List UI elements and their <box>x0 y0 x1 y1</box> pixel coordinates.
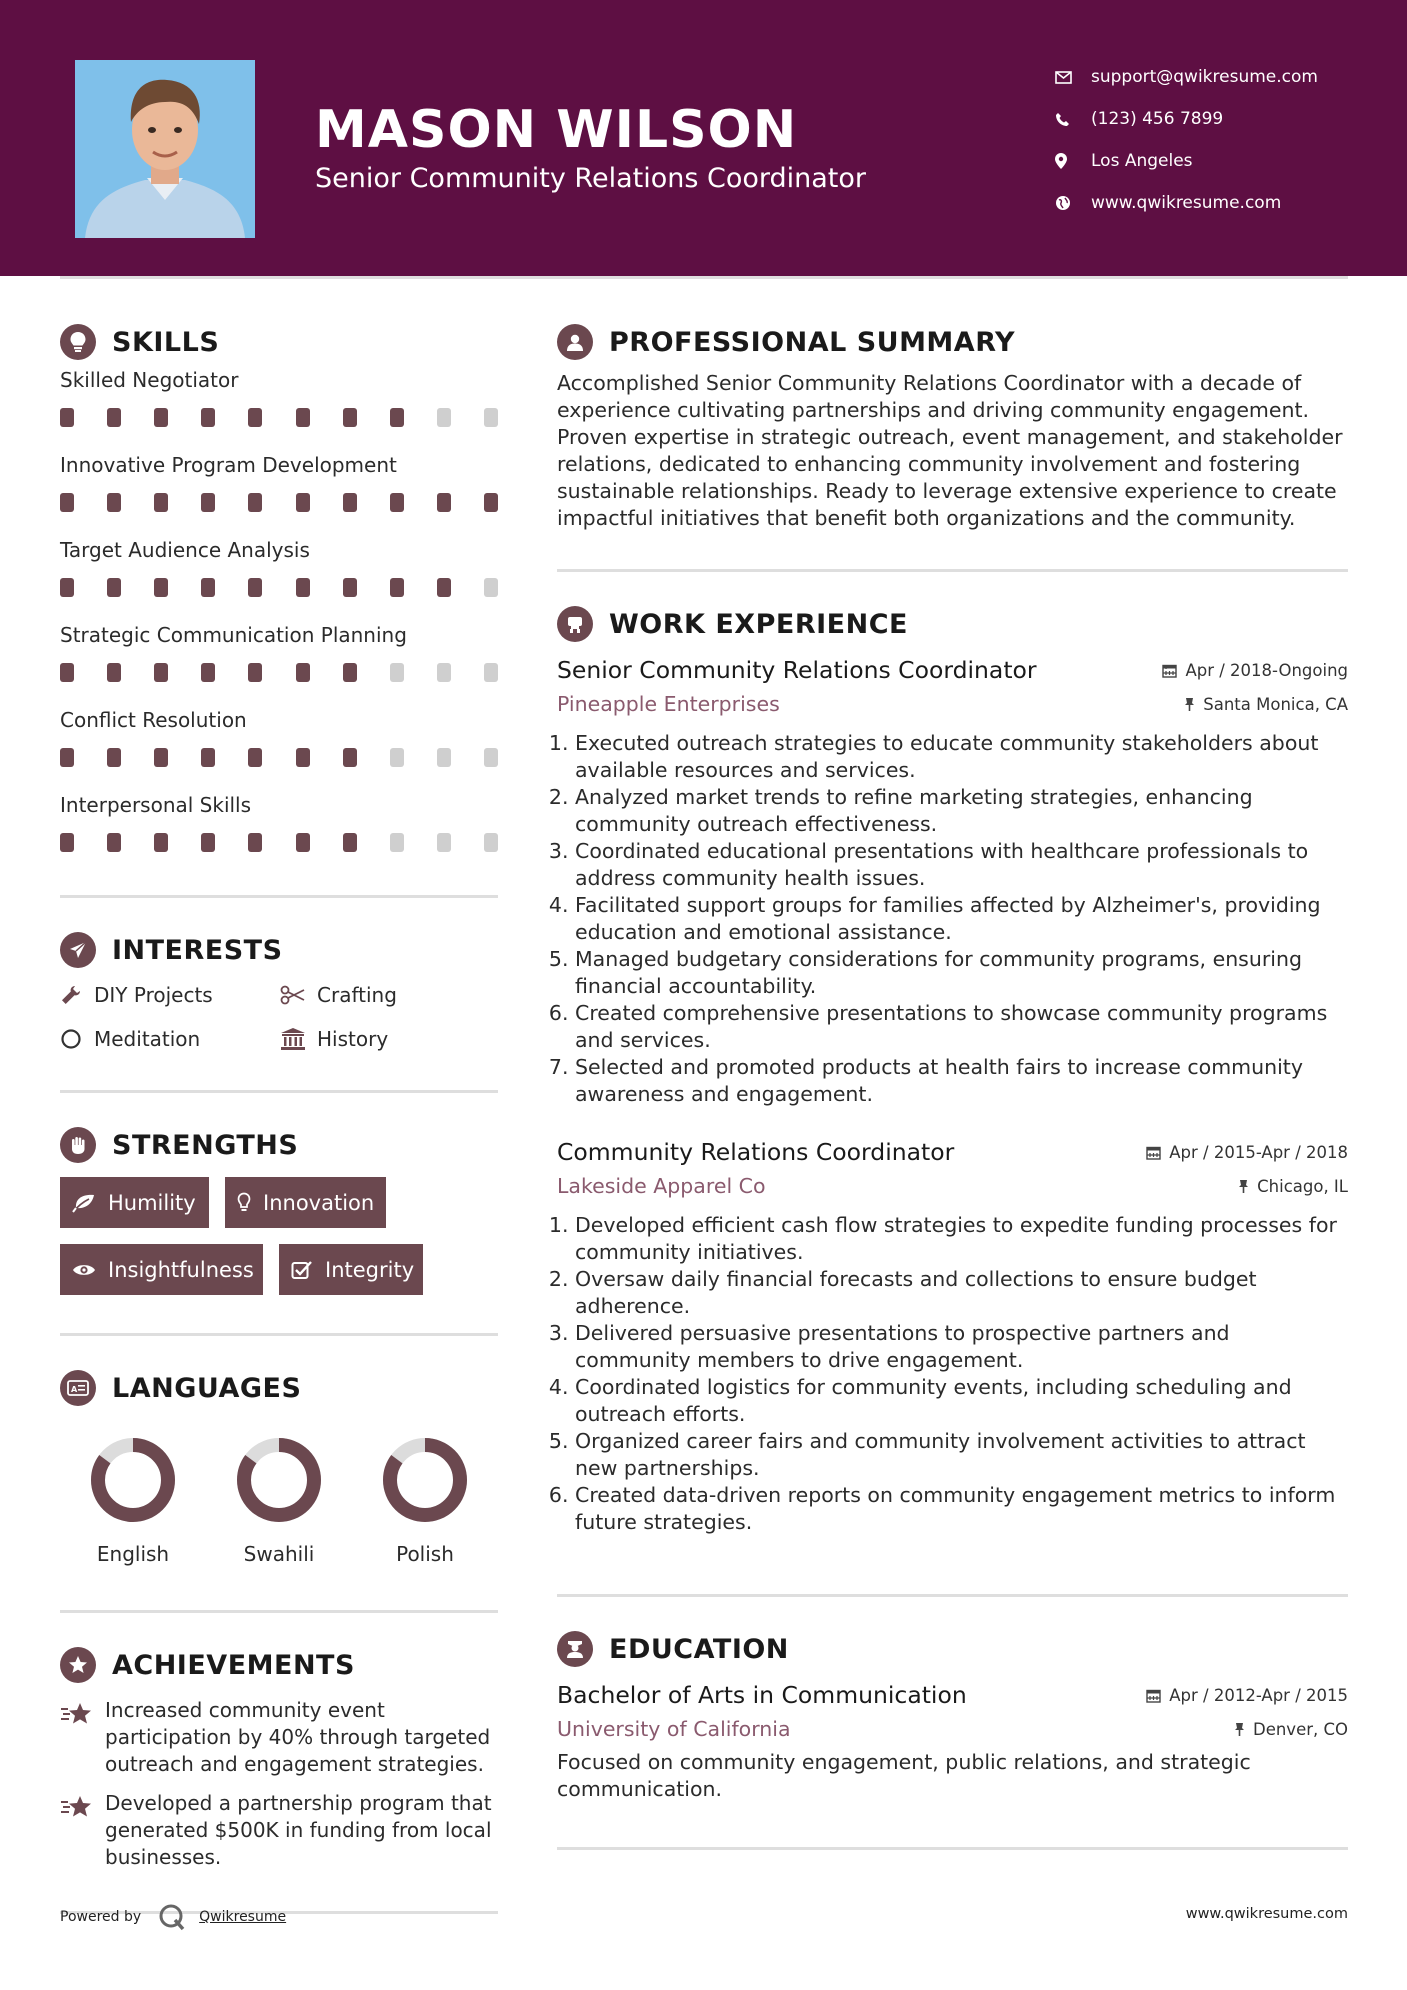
globe-icon <box>1055 195 1091 211</box>
rating-dot <box>60 833 74 852</box>
rating-dot <box>107 493 121 512</box>
rating-dot <box>437 748 451 767</box>
rating-dot <box>248 663 262 682</box>
rating-dot <box>107 663 121 682</box>
rating-dot <box>107 748 121 767</box>
rating-dot <box>296 663 310 682</box>
job-bullet: 5. Organized career fairs and community involvement activities to attract new partnerships. <box>575 1428 1348 1482</box>
rating-dot <box>390 833 404 852</box>
skill-rating <box>60 833 498 852</box>
footer-powered: Powered by Qwikresume <box>60 1902 286 1932</box>
job-location: Chicago, IL <box>1257 1176 1348 1196</box>
rating-dot <box>60 578 74 597</box>
right-column <box>557 318 1348 1850</box>
strengths-heading: STRENGTHS <box>60 1121 498 1169</box>
job-date: Apr / 2015-Apr / 2018 <box>1169 1142 1348 1162</box>
language-label: Polish <box>396 1542 454 1566</box>
left-column <box>60 318 498 1914</box>
section-divider <box>60 1333 498 1336</box>
rating-dot <box>201 748 215 767</box>
language-item <box>60 1436 206 1566</box>
education-date: Apr / 2012-Apr / 2015 <box>1169 1685 1348 1705</box>
rating-dot <box>154 748 168 767</box>
summary-text: Accomplished Senior Community Relations Coordinator with a decade of experience cultivating partnerships and driving community engagement. Proven expertise in strategic outreach, event management, and stakeholder relations, dedicated to enhancing community involvement and fostering sustainable relationships. Ready to leverage extensive experience to create impactful initiatives that benefit both organizations and the community. <box>557 371 1343 530</box>
rating-dot <box>60 748 74 767</box>
rating-dot <box>296 833 310 852</box>
job-bullet: 5. Managed budgetary considerations for community programs, ensuring financial accountability. <box>575 946 1348 1000</box>
section-divider <box>60 1090 498 1093</box>
job-date: Apr / 2018-Ongoing <box>1185 660 1348 680</box>
rating-dot <box>390 578 404 597</box>
rating-dot <box>201 663 215 682</box>
candidate-title: Senior Community Relations Coordinator <box>315 163 867 194</box>
experience-heading: WORK EXPERIENCE <box>557 600 1348 648</box>
language-card-icon <box>60 1370 96 1406</box>
museum-icon <box>280 1027 317 1051</box>
svg-text:A: A <box>71 1385 78 1394</box>
contact-location: Los Angeles <box>1055 140 1318 182</box>
header-divider <box>60 276 1348 279</box>
school: University of California <box>557 1717 791 1741</box>
skill-rating <box>60 408 498 427</box>
section-divider <box>60 895 498 898</box>
language-item <box>206 1436 352 1566</box>
job-bullet: 7. Selected and promoted products at health fairs to increase community awareness and engagement. <box>575 1054 1348 1108</box>
briefcase-icon <box>557 606 593 642</box>
interest-item: History <box>280 1024 498 1054</box>
rating-dot <box>107 408 121 427</box>
skill-rating <box>60 663 498 682</box>
rating-dot <box>60 663 74 682</box>
interest-item: Crafting <box>280 980 498 1010</box>
skill-rating <box>60 748 498 767</box>
eye-icon <box>72 1262 96 1278</box>
rating-dot <box>201 578 215 597</box>
user-icon <box>557 324 593 360</box>
rating-dot <box>296 408 310 427</box>
strength-tag: Humility <box>60 1177 209 1228</box>
interests-list <box>60 980 498 1054</box>
contact-website[interactable]: www.qwikresume.com <box>1055 182 1318 224</box>
paper-plane-icon <box>60 932 96 968</box>
rating-dot <box>60 493 74 512</box>
contact-email[interactable]: support@qwikresume.com <box>1055 56 1318 98</box>
job-company: Pineapple Enterprises <box>557 692 780 716</box>
rating-dot <box>484 493 498 512</box>
phone-icon <box>1055 112 1091 127</box>
rating-dot <box>107 578 121 597</box>
rating-dot <box>248 408 262 427</box>
job-bullet: 4. Coordinated logistics for community events, including scheduling and outreach efforts. <box>575 1374 1348 1428</box>
rating-dot <box>154 663 168 682</box>
job-bullets <box>557 1212 1348 1536</box>
profile-photo <box>75 60 255 238</box>
rating-dot <box>343 408 357 427</box>
star-badge-icon <box>60 1647 96 1683</box>
footer-website[interactable]: www.qwikresume.com <box>1185 1906 1348 1922</box>
rating-dot <box>484 578 498 597</box>
job-company: Lakeside Apparel Co <box>557 1174 766 1198</box>
education-text: Focused on community engagement, public relations, and strategic communication. <box>557 1750 1251 1801</box>
rating-dot <box>390 663 404 682</box>
rating-dot <box>437 833 451 852</box>
star-icon <box>60 1697 105 1778</box>
wrench-icon <box>60 984 94 1006</box>
brand-link[interactable]: Qwikresume <box>199 1909 287 1925</box>
circle-icon <box>60 1028 94 1050</box>
skill-name: Conflict Resolution <box>60 708 247 732</box>
skill-rating <box>60 578 498 597</box>
skill-name: Target Audience Analysis <box>60 538 310 562</box>
leaf-icon <box>72 1193 96 1213</box>
calendar-icon <box>1146 1688 1161 1703</box>
resume-header <box>0 0 1407 276</box>
job-bullet: 2. Oversaw daily financial forecasts and collections to ensure budget adherence. <box>575 1266 1348 1320</box>
job-location: Santa Monica, CA <box>1203 694 1348 714</box>
rating-dot <box>296 578 310 597</box>
rating-dot <box>343 663 357 682</box>
language-item <box>352 1436 498 1566</box>
contact-phone[interactable]: (123) 456 7899 <box>1055 98 1318 140</box>
rating-dot <box>296 493 310 512</box>
rating-dot <box>201 408 215 427</box>
strength-tag: Insightfulness <box>60 1244 263 1295</box>
skill-name: Innovative Program Development <box>60 453 397 477</box>
language-label: Swahili <box>243 1542 315 1566</box>
graduate-icon <box>557 1631 593 1667</box>
job-bullet: 6. Created data-driven reports on community engagement metrics to inform future strategies. <box>575 1482 1348 1536</box>
rating-dot <box>248 833 262 852</box>
rating-dot <box>248 578 262 597</box>
section-divider <box>557 1847 1348 1850</box>
job-bullet: 4. Facilitated support groups for families affected by Alzheimer's, providing education and emotional assistance. <box>575 892 1348 946</box>
rating-dot <box>248 748 262 767</box>
interest-item: Meditation <box>60 1024 280 1054</box>
rating-dot <box>248 493 262 512</box>
checkbox-icon <box>291 1260 313 1280</box>
rating-dot <box>107 833 121 852</box>
section-divider <box>557 1594 1348 1597</box>
rating-dot <box>154 408 168 427</box>
rating-dot <box>343 748 357 767</box>
section-divider <box>60 1610 498 1613</box>
strength-tag: Innovation <box>225 1177 386 1228</box>
rating-dot <box>154 493 168 512</box>
skill-name: Strategic Communication Planning <box>60 623 407 647</box>
rating-dot <box>484 408 498 427</box>
interest-item: DIY Projects <box>60 980 280 1010</box>
summary-heading: PROFESSIONAL SUMMARY <box>557 318 1348 366</box>
achievement-item: Increased community event participation by 40% through targeted outreach and engagement strategies. <box>60 1697 498 1778</box>
section-divider <box>557 569 1348 572</box>
scissors-icon <box>280 985 317 1005</box>
strength-tag: Integrity <box>279 1244 423 1295</box>
achievements-heading: ACHIEVEMENTS <box>60 1641 498 1689</box>
skill-name: Skilled Negotiator <box>60 368 239 392</box>
job-bullet: 3. Coordinated educational presentations with healthcare professionals to address community health issues. <box>575 838 1348 892</box>
skill-rating <box>60 493 498 512</box>
rating-dot <box>390 748 404 767</box>
languages-list <box>60 1436 498 1566</box>
job-bullet: 6. Created comprehensive presentations to showcase community programs and services. <box>575 1000 1348 1054</box>
achievement-item: Developed a partnership program that generated $500K in funding from local businesses. <box>60 1790 498 1871</box>
rating-dot <box>437 493 451 512</box>
education-entry <box>557 1681 1348 1803</box>
job-bullets <box>557 730 1348 1108</box>
contact-list <box>1055 56 1318 224</box>
rating-dot <box>437 408 451 427</box>
rating-dot <box>296 748 310 767</box>
language-donut <box>381 1436 469 1524</box>
languages-heading: A LANGUAGES <box>60 1364 498 1412</box>
lightbulb-icon <box>237 1192 251 1214</box>
pushpin-icon <box>1238 1179 1249 1194</box>
rating-dot <box>201 493 215 512</box>
rating-dot <box>201 833 215 852</box>
qwikresume-logo-icon <box>157 1902 187 1932</box>
skills-list <box>60 368 498 852</box>
job-role: Community Relations Coordinator <box>557 1138 955 1166</box>
rating-dot <box>154 578 168 597</box>
calendar-icon <box>1146 1145 1161 1160</box>
rating-dot <box>343 578 357 597</box>
star-icon <box>60 1790 105 1871</box>
interests-heading: INTERESTS <box>60 926 498 974</box>
candidate-name: MASON WILSON <box>315 100 798 160</box>
skills-heading: SKILLS <box>60 318 498 366</box>
job-bullet: 2. Analyzed market trends to refine marketing strategies, enhancing community outreach effectiveness. <box>575 784 1348 838</box>
map-pin-icon <box>1055 153 1091 169</box>
rating-dot <box>484 833 498 852</box>
job-entry <box>557 1138 1348 1536</box>
degree: Bachelor of Arts in Communication <box>557 1681 967 1709</box>
education-heading: EDUCATION <box>557 1625 1348 1673</box>
language-donut <box>235 1436 323 1524</box>
pushpin-icon <box>1234 1722 1245 1737</box>
hand-icon <box>60 1127 96 1163</box>
job-role: Senior Community Relations Coordinator <box>557 656 1037 684</box>
calendar-icon <box>1162 663 1177 678</box>
job-bullet: 1. Executed outreach strategies to educate community stakeholders about available resources and services. <box>575 730 1348 784</box>
rating-dot <box>437 578 451 597</box>
job-bullet: 3. Delivered persuasive presentations to prospective partners and community members to drive engagement. <box>575 1320 1348 1374</box>
rating-dot <box>60 408 74 427</box>
rating-dot <box>343 833 357 852</box>
envelope-icon <box>1055 71 1091 84</box>
job-entry <box>557 656 1348 1108</box>
lightbulb-icon <box>60 324 96 360</box>
language-label: English <box>96 1542 170 1566</box>
education-location: Denver, CO <box>1252 1719 1348 1739</box>
language-donut <box>89 1436 177 1524</box>
rating-dot <box>390 493 404 512</box>
job-bullet: 1. Developed efficient cash flow strategies to expedite funding processes for community initiatives. <box>575 1212 1348 1266</box>
strengths-list <box>60 1177 498 1295</box>
rating-dot <box>390 408 404 427</box>
rating-dot <box>484 748 498 767</box>
pushpin-icon <box>1184 697 1195 712</box>
rating-dot <box>343 493 357 512</box>
rating-dot <box>437 663 451 682</box>
skill-name: Interpersonal Skills <box>60 793 252 817</box>
rating-dot <box>484 663 498 682</box>
rating-dot <box>154 833 168 852</box>
